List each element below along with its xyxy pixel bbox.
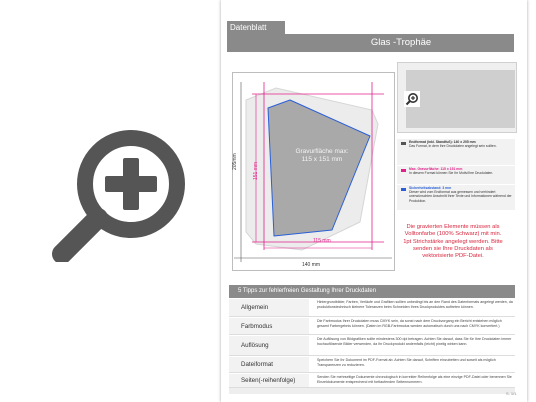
tip-row <box>229 318 515 335</box>
zoom-in-icon[interactable] <box>48 112 198 262</box>
info-box-title: Endformat (inkl. Standfuß): 140 x 205 mm <box>409 140 476 144</box>
tips-header: 5 Tipps zur fehlerfreien Gestaltung Ihrer Druckdaten <box>229 285 515 298</box>
tip-text: Hintergrundbilder, Farben, Verläufe und Grafiken sollten unbedingt bis an den Rand des Datenformats angelegt werden, da produktionstechnisch kleinere Toleranzen beim Schneiden Ihres Druckproduktes auftreten können. <box>317 300 513 309</box>
engraving-warning: Die gravierten Elemente müssen als Volltonfarbe (100% Schwarz) mit min. 1pt Strichstärke angelegt werden. Bitte senden sie Ihre Druckdaten als vektorisierte PDF-Datei. <box>403 224 503 260</box>
tip-row <box>229 336 515 356</box>
engraving-area-title: Gravurfläche max: <box>295 148 349 155</box>
info-box-engraving <box>397 166 515 184</box>
page-title: Glas -Trophäe <box>370 37 432 48</box>
tip-text: Die Farbmodus Ihrer Druckdaten muss CMYK sein, da sonst nach dem Druckvorgang ein Bericht entstehen möglich gesamt Farbergebnis können. (Daten im RGB-Farbmodus werden automatisch durch uns nach CMYK konvertiert.) <box>317 319 502 328</box>
zoom-in-icon[interactable] <box>404 91 420 107</box>
info-box-safety <box>397 185 515 210</box>
info-box-title: Sicherheitsabstand: 3 mm <box>409 186 452 190</box>
tip-row <box>229 374 515 388</box>
page-number: S. 1/1 <box>506 391 517 396</box>
tip-row <box>229 357 515 373</box>
swatch-safety <box>401 188 406 191</box>
engraving-area-label <box>272 148 372 164</box>
tip-label: Dateiformat <box>229 357 309 372</box>
tip-label: Farbmodus <box>229 318 309 334</box>
dim-width-total: 140 mm <box>302 262 321 268</box>
swatch-engraving <box>401 169 406 172</box>
title-bar <box>227 34 514 52</box>
tip-text: Senden Sie mehrseitige Dokumente chronologisch in korrekter Reihenfolge als eine einzige PDF-Datei oder benennen Sie Einzeldokumente entsprechend mit fortlaufenden Seitennummern. <box>317 375 512 384</box>
dim-width-inner: 115 mm <box>313 238 331 244</box>
swatch-endformat <box>401 142 406 145</box>
info-box-title: Max. Gravurfläche: 115 x 151 mm <box>409 167 463 171</box>
preview-swatch <box>406 70 515 128</box>
tip-text: Speichern Sie Ihr Dokument im PDF-Format ab. Achten Sie darauf, Schriften einzubetten und soweit als möglich Transparenzen zu reduzieren. <box>317 358 496 367</box>
info-box-endformat <box>397 139 515 165</box>
engraving-area-size: 115 x 151 mm <box>301 156 343 163</box>
section-label: Datenblatt <box>227 21 285 34</box>
info-box-text: Das Format, in dem Ihre Druckdaten angelegt sein sollten. <box>409 144 497 149</box>
tip-label: Seiten(-reihenfolge) <box>229 374 309 387</box>
tip-row <box>229 299 515 317</box>
footer-strip <box>229 388 515 394</box>
dim-height-total: 205mm <box>232 153 238 170</box>
tip-text: Die Auflösung von Bildgrafiken sollte mindestens 300 dpi betragen. Achten Sie darauf, dass Sie für Ihre Druckdaten immer hochauflösende Bilder verwenden, da Ihr Druckprodukt andernfalls (leicht) pixelig wirken kann. <box>317 337 512 346</box>
tip-label: Allgemein <box>229 299 309 316</box>
dim-height-inner: 151 mm <box>253 161 259 180</box>
info-box-text: In diesem Format können Sie Ihr Motiv/Ihre Druckdaten. <box>409 171 494 176</box>
info-box-text: Dieser wird vom Endformat aus gemessen und verhindert unerwünschten Anschnitt Ihrer Texte und Informationen während der Produktion. <box>409 190 512 203</box>
tip-label: Auflösung <box>229 336 309 355</box>
